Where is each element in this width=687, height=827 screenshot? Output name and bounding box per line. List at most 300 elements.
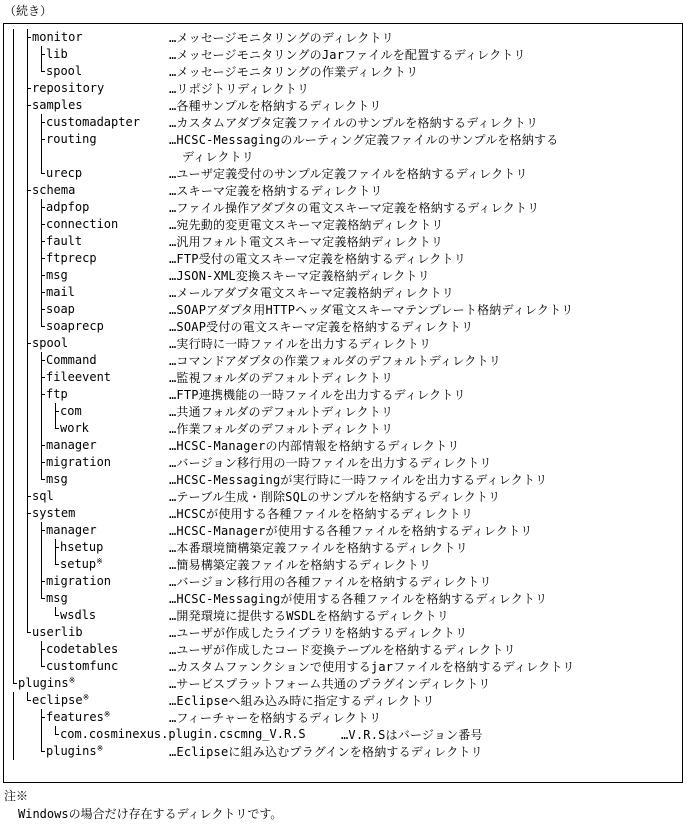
directory-description [169,472,547,489]
directory-name-text: spool [32,336,69,350]
directory-name-text: spool [46,64,83,78]
tree-line [27,369,28,386]
tree-row [4,131,682,165]
directory-name [46,744,103,759]
tree-row [4,335,682,352]
tree-line [13,556,14,573]
tree-branch [55,734,59,735]
directory-description [169,676,491,693]
description-text: …カスタムアダプタ定義ファイルのサンプルを格納するディレクトリ [169,116,539,130]
directory-name [46,268,68,283]
directory-description [169,81,309,98]
description-text: …サービスプラットフォーム共通のプラグインディレクトリ [169,677,491,691]
description-text: …監視フォルダのデフォルトディレクトリ [169,371,394,385]
directory-name [46,47,68,62]
tree-line [27,352,28,369]
directory-name [46,285,75,300]
description-text: …ユーザ定義受付のサンプル定義ファイルを格納するディレクトリ [169,167,528,181]
directory-name-text: customadapter [46,115,140,129]
tree-row [4,46,682,63]
directory-description [169,285,454,302]
tree-row [4,80,682,97]
tree-branch [41,377,45,378]
tree-row [4,675,682,692]
description-text: …HCSC-Messagingが実行時に一時ファイルを出力するディレクトリ [169,473,548,487]
tree-line [13,573,14,590]
tree-line [13,199,14,216]
description-text: …共通フォルダのデフォルトディレクトリ [169,405,394,419]
directory-name-text: routing [46,132,97,146]
tree-line [13,471,14,488]
directory-name-text: com [60,404,82,418]
description-text: …簡易構築定義ファイルを格納するディレクトリ [169,558,432,572]
directory-name [46,659,118,674]
directory-description [169,183,383,200]
directory-description [169,234,443,251]
directory-description [169,574,492,591]
directory-tree-frame [3,23,683,783]
directory-name [46,115,140,130]
directory-name-text: eclipse [32,693,83,707]
tree-line [27,556,28,573]
note-marker: ※ [68,676,76,685]
tree-line [27,301,28,318]
directory-name-text: customfunc [46,659,119,673]
description-text: …FTP受付の電文スキーマ定義を格納するディレクトリ [169,252,466,266]
tree-row [4,556,682,573]
directory-name [60,727,306,742]
note-marker: ※ [96,557,103,566]
tree-row [4,471,682,488]
tree-line [27,165,28,182]
directory-name-text: msg [46,591,68,605]
description-text: …Eclipseへ組み込み時に指定するディレクトリ [169,694,435,708]
tree-line [27,437,28,454]
tree-line [13,114,14,131]
directory-name-text: manager [46,523,97,537]
tree-branch [13,683,17,684]
directory-name [46,64,82,79]
description-continuation: ディレクトリ [182,150,255,164]
description-text: …ユーザが作成したコード変換テーブルを格納するディレクトリ [169,643,516,657]
tree-line [13,250,14,267]
tree-branch [55,564,59,565]
tree-row [4,216,682,233]
description-text: …HCSC-Messagingのルーティング定義ファイルのサンプルを格納する [169,133,559,147]
note-marker: ※ [96,744,104,753]
tree-line [27,216,28,233]
tree-line [13,216,14,233]
directory-name-text: urecp [46,166,83,180]
directory-description [169,30,394,47]
description-text: …リポジトリディレクトリ [169,82,310,96]
directory-name [46,387,68,402]
description-text: …Eclipseに組み込むプラグインを格納するディレクトリ [169,745,483,759]
directory-description [169,64,418,81]
directory-name [46,234,82,249]
directory-name-text: migration [46,455,112,469]
tree-branch [41,649,45,650]
tree-row [4,97,682,114]
tree-line [13,726,14,743]
directory-name-text: ftprecp [46,251,97,265]
tree-line [13,131,14,165]
tree-row [4,182,682,199]
description-text: …V.R.Sはバージョン番号 [341,728,483,742]
tree-line [27,471,28,488]
directory-name-text: work [60,421,89,435]
tree-branch [27,700,31,701]
directory-description [169,421,393,438]
tree-row [4,352,682,369]
directory-name-text: adpfop [46,200,90,214]
directory-name [32,506,75,521]
tree-branch [55,428,59,429]
directory-name [46,132,97,147]
tree-line [27,199,28,216]
tree-row [4,522,682,539]
directory-name [60,557,103,572]
directory-name [46,591,68,606]
directory-description [169,319,473,336]
tree-line [13,709,14,726]
directory-name-text: system [32,506,76,520]
tree-row [4,420,682,437]
tree-branch [41,207,45,208]
tree-line [41,420,42,437]
directory-description [169,744,483,761]
description-text: …汎用フォルト電文スキーマ定義格納ディレクトリ [169,235,444,249]
directory-name [32,30,83,45]
directory-name [46,642,118,657]
tree-line [13,607,14,624]
tree-line [13,182,14,199]
tree-line [27,318,28,335]
tree-line [13,335,14,352]
tree-line [27,233,28,250]
directory-name [46,200,89,215]
tree-line [13,743,14,760]
directory-name-text: Command [46,353,97,367]
tree-line [27,46,28,63]
directory-name-text: mail [46,285,75,299]
tree-branch [27,190,31,191]
directory-name-text: ftp [46,387,68,401]
tree-branch [41,139,45,140]
directory-name-text: connection [46,217,119,231]
tree-row [4,284,682,301]
directory-description [169,438,460,455]
tree-row [4,454,682,471]
description-text: …HCSCが使用する各種ファイルを格納するディレクトリ [169,507,474,521]
note-marker: ※ [103,710,111,719]
note-marker: ※ [82,693,90,702]
directory-name [46,438,97,453]
directory-name [32,183,75,198]
tree-branch [41,258,45,259]
directory-name-text: msg [46,472,68,486]
tree-branch [27,105,31,106]
directory-name [18,676,75,691]
tree-row [4,590,682,607]
tree-row [4,709,682,726]
tree-branch [41,275,45,276]
description-text: …コマンドアダプタの作業フォルダのデフォルトディレクトリ [169,354,501,368]
directory-name-text: migration [46,574,112,588]
tree-row [4,63,682,80]
tree-line [27,607,28,624]
directory-name [60,404,82,419]
tree-branch [27,513,31,514]
directory-description [169,132,558,166]
tree-row [4,624,682,641]
tree-line [13,318,14,335]
directory-description [169,455,492,472]
directory-description [169,47,526,64]
tree-row [4,573,682,590]
directory-name [32,336,68,351]
tree-branch [41,462,45,463]
tree-line [13,539,14,556]
directory-description [341,727,483,744]
tree-row [4,743,682,760]
directory-name-text: sql [32,489,54,503]
description-text: …FTP連携機能の一時ファイルを出力するディレクトリ [169,388,466,402]
tree-branch [41,581,45,582]
tree-line [13,46,14,63]
directory-name-text: com.cosminexus.plugin.cscmng_V.R.S [60,727,306,741]
tree-line [27,403,28,420]
directory-description [169,710,381,727]
tree-line [27,63,28,80]
tree-branch [55,411,59,412]
directory-name-text: wsdls [60,608,97,622]
tree-line [13,352,14,369]
tree-branch [27,88,31,89]
tree-row [4,692,682,709]
tree-line [13,233,14,250]
tree-line [41,556,42,573]
tree-row [4,165,682,182]
description-text: …JSON-XML変換スキーマ定義格納ディレクトリ [169,269,430,283]
tree-line [27,386,28,403]
directory-name [46,710,111,725]
tree-branch [41,445,45,446]
description-text: …ファイル操作アダプタの電文スキーマ定義を格納するディレクトリ [169,201,540,215]
note-body: Windowsの場合だけ存在するディレクトリです。 [18,807,283,821]
tree-line [13,420,14,437]
tree-branch [41,224,45,225]
directory-name-text: soap [46,302,75,316]
directory-name [32,625,83,640]
directory-name-text: features [46,710,104,724]
directory-name [46,251,97,266]
description-text: …HCSC-Managerが使用する各種ファイルを格納するディレクトリ [169,524,533,538]
tree-line [13,369,14,386]
tree-row [4,114,682,131]
directory-description [169,608,449,625]
tree-line [13,624,14,641]
directory-name [46,523,97,538]
directory-name-text: hsetup [60,540,104,554]
directory-name [32,81,104,96]
directory-name-text: fault [46,234,83,248]
description-text: …メッセージモニタリングのディレクトリ [169,31,394,45]
directory-name [46,574,111,589]
tree-branch [41,122,45,123]
description-text: …カスタムファンクションで使用するjarファイルを格納するディレクトリ [169,660,575,674]
tree-row [4,539,682,556]
tree-branch [27,37,31,38]
tree-connector [41,131,42,165]
tree-line [13,454,14,471]
directory-name [46,319,104,334]
directory-description [169,489,500,506]
tree-branch [55,547,59,548]
tree-branch [41,309,45,310]
tree-branch [41,666,45,667]
tree-row [4,658,682,675]
directory-name-text: setup [60,557,97,571]
directory-description [169,251,466,268]
tree-row [4,29,682,46]
tree-line [27,284,28,301]
tree-line [41,726,42,743]
directory-description [169,302,573,319]
tree-row [4,250,682,267]
tree-row [4,233,682,250]
directory-description [169,115,538,132]
description-text: …テーブル生成・削除SQLのサンプルを格納するディレクトリ [169,490,501,504]
tree-branch [41,479,45,480]
tree-line [13,284,14,301]
tree-branch [41,717,45,718]
description-text: …実行時に一時ファイルを出力するディレクトリ [169,337,432,351]
tree-line [13,488,14,505]
tree-branch [27,343,31,344]
tree-row [4,607,682,624]
directory-description [169,693,435,710]
description-text: …開発環境に提供するWSDLを格納するディレクトリ [169,609,449,623]
directory-description [169,217,444,234]
tree-line [27,590,28,607]
description-text: …バージョン移行用の各種ファイルを格納するディレクトリ [169,575,492,589]
tree-line [41,403,42,420]
tree-line [27,114,28,131]
tree-row [4,318,682,335]
tree-line [13,97,14,114]
directory-name-text: lib [46,47,68,61]
directory-name [46,166,82,181]
tree-line [13,505,14,522]
tree-branch [41,292,45,293]
tree-line [13,522,14,539]
description-text: …バージョン移行用の一時ファイルを出力するディレクトリ [169,456,492,470]
tree-line [13,267,14,284]
tree-branch [27,496,31,497]
description-text: …フィーチャーを格納するディレクトリ [169,711,382,725]
description-text: …メッセージモニタリングの作業ディレクトリ [169,65,419,79]
tree-line [13,80,14,97]
description-text: …メッセージモニタリングのJarファイルを配置するディレクトリ [169,48,526,62]
directory-name [46,217,118,232]
directory-name-text: userlib [32,625,83,639]
tree-branch [41,530,45,531]
tree-branch [41,751,45,752]
tree-row [4,369,682,386]
tree-line [13,29,14,46]
tree-row [4,267,682,284]
directory-name-text: repository [32,81,105,95]
directory-description [169,166,528,183]
description-text: …作業フォルダのデフォルトディレクトリ [169,422,394,436]
directory-description [169,98,382,115]
tree-line [27,131,28,165]
tree-branch [41,71,45,72]
description-text: …宛先動的変更電文スキーマ定義格納ディレクトリ [169,218,444,232]
directory-name [46,353,97,368]
description-text: …各種サンプルを格納するディレクトリ [169,99,382,113]
directory-name [60,608,96,623]
directory-name-text: codetables [46,642,119,656]
directory-name-text: fileevent [46,370,112,384]
tree-line [13,403,14,420]
directory-name-text: plugins [46,744,97,758]
tree-line [27,539,28,556]
directory-description [169,642,516,659]
tree-line [13,658,14,675]
tree-branch [41,326,45,327]
tree-line [27,454,28,471]
tree-line [27,522,28,539]
tree-row [4,301,682,318]
tree-branch [27,632,31,633]
tree-row [4,386,682,403]
directory-name [32,489,54,504]
tree-line [27,420,28,437]
directory-description [169,625,467,642]
directory-description [169,404,393,421]
directory-name [46,455,111,470]
tree-line [13,63,14,80]
description-text: …スキーマ定義を格納するディレクトリ [169,184,383,198]
description-text: …本番環境簡構築定義ファイルを格納するディレクトリ [169,541,468,555]
directory-name [32,693,89,708]
tree-branch [41,598,45,599]
tree-line [13,301,14,318]
directory-description [169,557,431,574]
directory-description [169,659,575,676]
tree-row [4,641,682,658]
directory-name [46,370,111,385]
tree-branch [41,173,45,174]
tree-branch [41,241,45,242]
directory-name-text: soaprecp [46,319,104,333]
directory-name-text: plugins [18,676,69,690]
tree-row [4,403,682,420]
directory-description [169,387,466,404]
directory-tree [4,29,682,760]
tree-row [4,199,682,216]
directory-description [169,540,468,557]
directory-name [46,302,75,317]
directory-description [169,200,539,217]
directory-description [169,506,473,523]
tree-row [4,726,682,743]
directory-name-text: msg [46,268,68,282]
description-text: …SOAP受付の電文スキーマ定義を格納するディレクトリ [169,320,474,334]
tree-line [13,437,14,454]
